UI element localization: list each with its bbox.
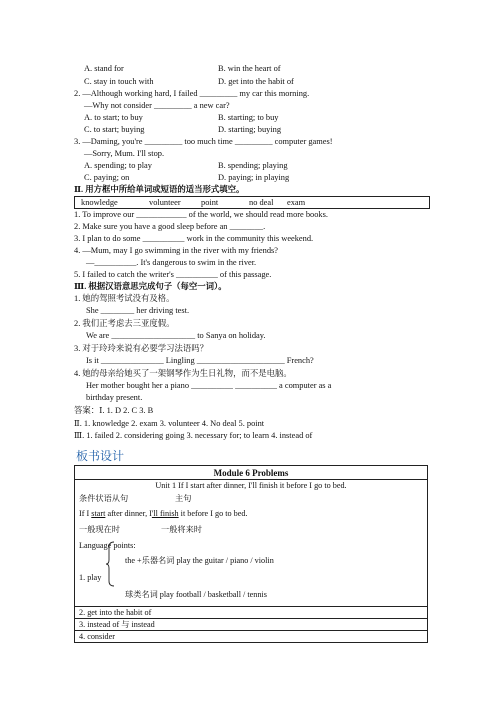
q1-option-d: D. get into the habit of: [218, 77, 294, 86]
section3-heading: Ⅲ. 根据汉语意思完成句子（每空一词）。: [74, 282, 227, 291]
section2-item-1: 1. To improve our ____________ of the world, we should read more books.: [74, 210, 328, 219]
q3-line1: 3. —Daming, you're _________ too much time _________ computer games!: [74, 137, 333, 146]
play-label: 1. play: [79, 572, 102, 582]
word-bank-item: no deal: [249, 198, 274, 207]
q2-line1: 2. —Although working hard, I failed _________ my car this morning.: [74, 89, 310, 98]
section3-item-3-cn: 3. 对于玲玲来说有必要学习法语吗？: [74, 344, 208, 353]
q2-option-a: A. to start; to buy: [84, 113, 143, 122]
section3-item-2-en: We are ____________________ to Sanya on holiday.: [86, 331, 266, 340]
sentence-will: 'll finish: [151, 508, 179, 518]
section2-item-5: 5. I failed to catch the writer's __________ of this passage.: [74, 270, 272, 279]
q2-option-d: D. starting; buying: [218, 125, 282, 134]
play-branch-2: 球类名词 play football / basketball / tennis: [125, 589, 267, 599]
section3-item-4-cn: 4. 她的母亲给她买了一架钢琴作为生日礼物，而不是电脑。: [74, 369, 292, 378]
tense-row: [79, 524, 202, 535]
word-bank-item: point: [201, 198, 219, 207]
section3-item-3-en: Is it _______________ Lingling _____________________ French?: [86, 356, 314, 365]
board-item-3: 3. instead of 与 instead: [75, 619, 428, 631]
q2-option-b: B. starting; to buy: [218, 113, 279, 122]
sentence-before: If I: [79, 508, 92, 518]
answers-row-1: 答案：Ⅰ. 1. D 2. C 3. B: [74, 406, 154, 415]
section2-item-4: 4. —Mum, may I go swimming in the river with my friends?: [74, 246, 278, 255]
sentence-start: start: [91, 508, 106, 518]
left-brace-icon: [106, 541, 116, 587]
future-tense-label: 一般将来时: [161, 524, 202, 534]
section2-heading: Ⅱ. 用方框中所给单词或短语的适当形式填空。: [74, 185, 245, 194]
q3-line2: —Sorry, Mum. I'll stop.: [84, 149, 165, 158]
q1-option-b: B. win the heart of: [218, 64, 281, 73]
q2-option-c: C. to start; buying: [84, 125, 145, 134]
word-bank-box: [74, 196, 430, 209]
section3-item-4-en-cont: birthday present.: [86, 393, 143, 402]
section2-item-4-reply: —__________. It's dangerous to swim in the river.: [86, 258, 257, 267]
answers-row-3: Ⅲ. 1. failed 2. considering going 3. necessary for; to learn 4. instead of: [74, 431, 313, 440]
board-design-table: [74, 465, 428, 643]
answers-row-2: Ⅱ. 1. knowledge 2. exam 3. volunteer 4. No deal 5. point: [74, 419, 265, 428]
conditional-clause-label: 条件状语从句: [79, 493, 129, 503]
section2-item-3: 3. I plan to do some __________ work in the community this weekend.: [74, 234, 314, 243]
sentence-after: it before I go to bed.: [178, 508, 248, 518]
board-title: Module 6 Problems: [75, 466, 428, 480]
board-design-heading: 板书设计: [76, 449, 125, 463]
board-clause-row: [79, 493, 192, 504]
word-bank-item: volunteer: [149, 198, 181, 207]
section3-item-4-en: Her mother bought her a piano __________ __________ a computer as a: [86, 381, 332, 390]
section3-item-1-en: She ________ her driving test.: [86, 306, 190, 315]
section3-item-1-cn: 1. 她的驾照考试没有及格。: [74, 294, 175, 303]
sentence-mid: after dinner, I: [105, 508, 152, 518]
q2-line2: —Why not consider _________ a new car?: [84, 101, 230, 110]
q3-option-b: B. spending; playing: [218, 161, 288, 170]
board-notes-cell: [75, 492, 428, 607]
q3-option-a: A. spending; to play: [84, 161, 152, 170]
language-points-label: Language points:: [79, 540, 136, 550]
board-unit-line: Unit 1 If I start after dinner, I'll finish it before I go to bed.: [75, 480, 428, 492]
present-tense-label: 一般现在时: [79, 524, 120, 534]
word-bank-item: knowledge: [81, 198, 118, 207]
board-item-2: 2. get into the habit of: [75, 607, 428, 619]
example-sentence: [79, 509, 248, 519]
board-item-4: 4. consider: [75, 631, 428, 643]
q3-option-c: C. paying; on: [84, 173, 130, 182]
main-clause-label: 主句: [175, 493, 192, 503]
section3-item-2-cn: 2. 我们正考虑去三亚度假。: [74, 319, 175, 328]
section2-item-2: 2. Make sure you have a good sleep before an ________.: [74, 222, 266, 231]
word-bank-item: exam: [287, 198, 306, 207]
q3-option-d: D. paying; in playing: [218, 173, 290, 182]
q1-option-a: A. stand for: [84, 64, 124, 73]
play-branch-1: the +乐器名词 play the guitar / piano / violin: [125, 555, 274, 565]
q1-option-c: C. stay in touch with: [84, 77, 154, 86]
